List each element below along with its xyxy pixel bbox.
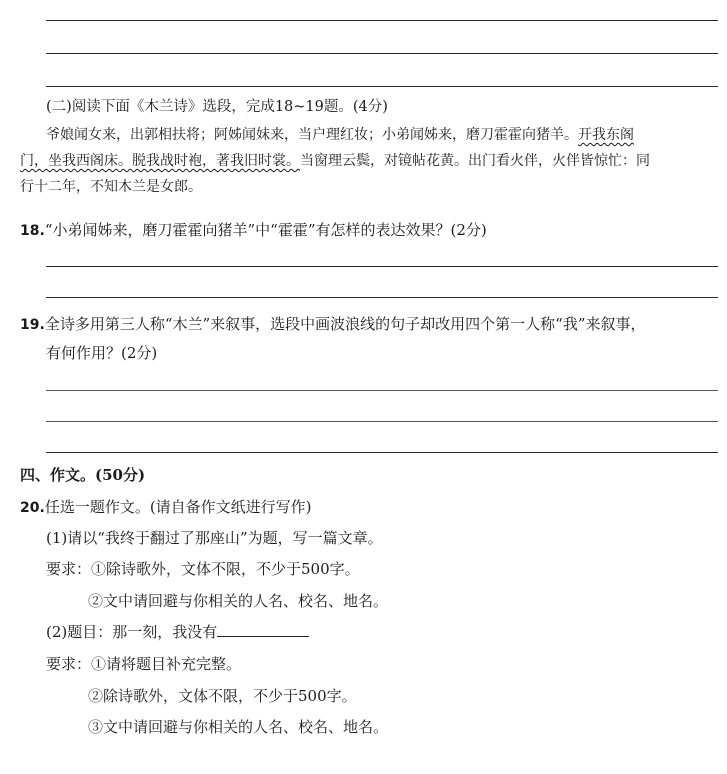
passage-line-2a: 门，坐我西阁床。脱我战时袍，著我旧时裳。 bbox=[20, 153, 300, 169]
section-4-title: 四、作文。(50分) bbox=[20, 466, 146, 484]
option-2-text: (2)题目：那一刻，我没有 bbox=[46, 623, 218, 641]
passage-line-2b: 当窗理云鬓，对镜帖花黄。出门看火伴，火伴皆惊忙：同 bbox=[300, 153, 650, 169]
passage-line-3: 行十二年，不知木兰是女郎。 bbox=[20, 179, 202, 195]
question-18-number: 18. bbox=[20, 223, 45, 239]
requirement-2c: ③文中请回避与你相关的人名、校名、地名。 bbox=[88, 718, 389, 736]
section-2-title: (二)阅读下面《木兰诗》选段，完成18~19题。(4分) bbox=[46, 99, 388, 115]
answer-line bbox=[46, 53, 718, 54]
question-19-number: 19. bbox=[20, 317, 45, 333]
question-18 bbox=[20, 220, 487, 241]
option-2 bbox=[46, 622, 309, 642]
answer-line bbox=[46, 86, 718, 87]
question-20 bbox=[20, 497, 312, 518]
question-20-number: 20. bbox=[20, 500, 45, 516]
answer-line bbox=[46, 266, 718, 267]
answer-line bbox=[46, 421, 718, 422]
passage-line-1a: 爷娘闻女来，出郭相扶将；阿姊闻妹来，当户理红妆；小弟闻姊来，磨刀霍霍向猪羊。 bbox=[46, 127, 578, 143]
requirement-2b: ②除诗歌外，文体不限，不少于500字。 bbox=[88, 687, 357, 705]
question-19-text-2: 有何作用？(2分) bbox=[46, 344, 158, 362]
answer-line bbox=[46, 297, 718, 298]
question-20-text: 任选一题作文。(请自备作文纸进行写作) bbox=[44, 498, 312, 516]
answer-line bbox=[46, 20, 718, 21]
answer-line bbox=[46, 390, 718, 391]
question-19 bbox=[20, 314, 646, 335]
poem-passage bbox=[20, 122, 720, 200]
fill-in-blank bbox=[217, 622, 309, 637]
answer-line bbox=[46, 452, 718, 453]
question-19-text-1: 全诗多用第三人称“木兰”来叙事，选段中画波浪线的句子却改用四个第一人称“我”来叙事， bbox=[44, 315, 646, 333]
requirement-1a: 要求：①除诗歌外，文体不限，不少于500字。 bbox=[46, 560, 360, 578]
passage-line-1b: 开我东阁 bbox=[578, 127, 634, 143]
requirement-2a: 要求：①请将题目补充完整。 bbox=[46, 655, 242, 673]
option-1: (1)请以“我终于翻过了那座山”为题，写一篇文章。 bbox=[46, 529, 383, 547]
requirement-1b: ②文中请回避与你相关的人名、校名、地名。 bbox=[88, 592, 389, 610]
question-18-text: “小弟闻姊来，磨刀霍霍向猪羊”中“霍霍”有怎样的表达效果？(2分) bbox=[44, 221, 487, 239]
